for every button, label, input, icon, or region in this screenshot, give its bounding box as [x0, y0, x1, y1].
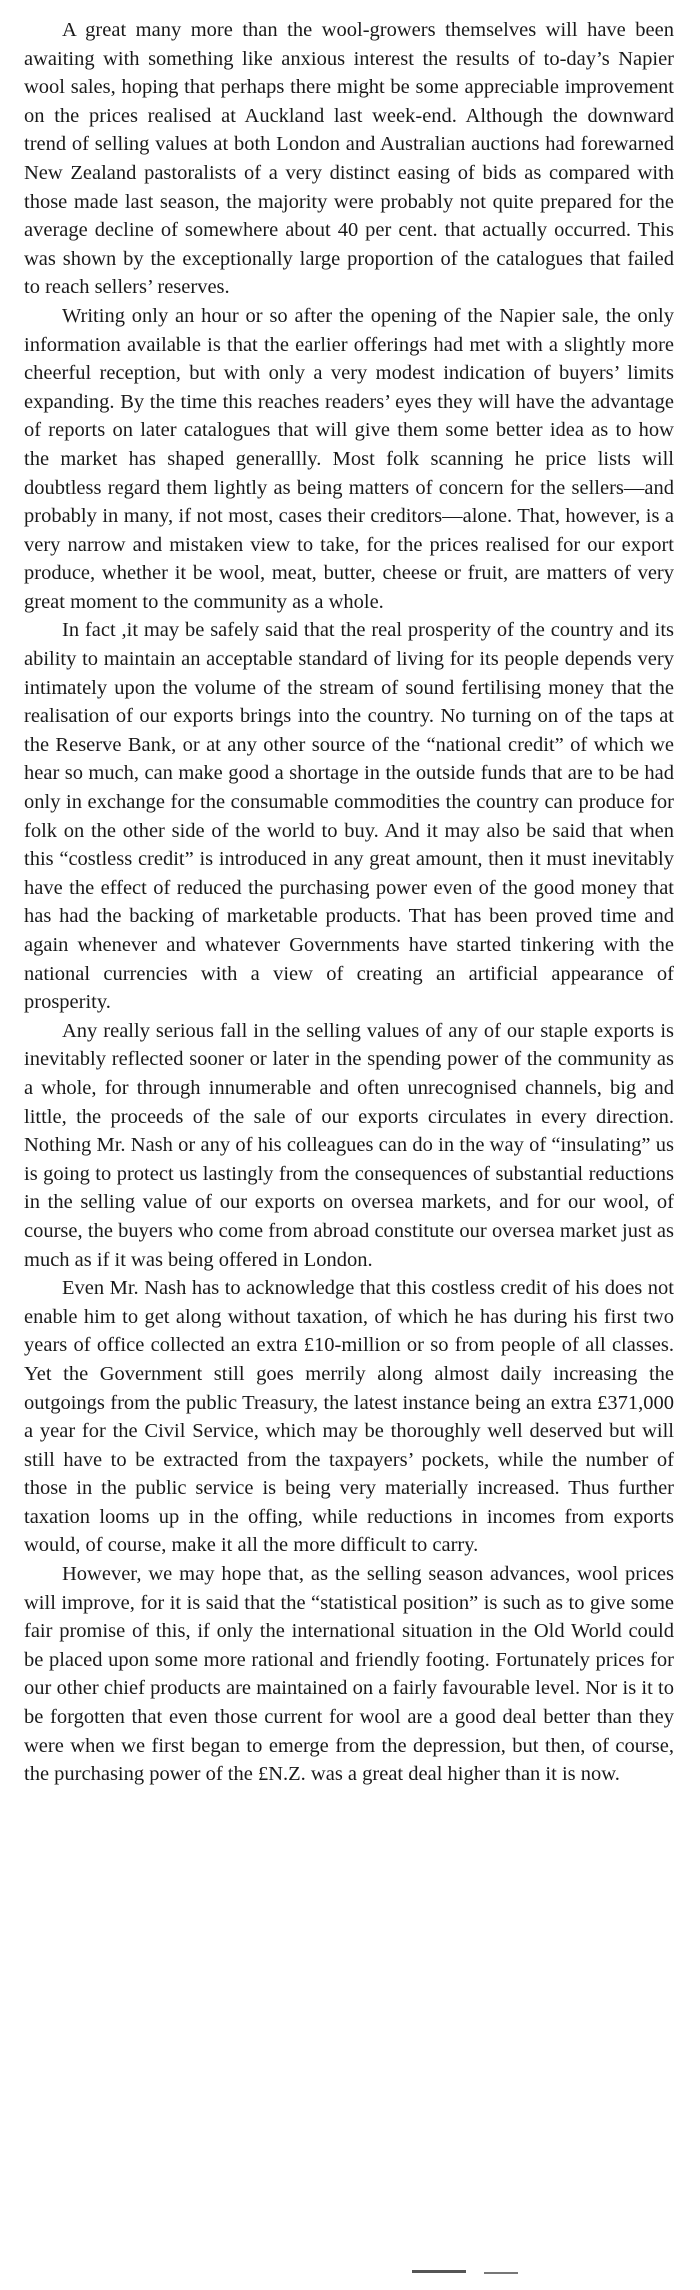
article-column [24, 16, 674, 1789]
article-paragraph-6: However, we may hope that, as the selling season advances, wool prices will improve, for it is said that the “statistical position” is such as to give some fair promise of this, if only the international situation in the Old World could be placed upon some more rational and friendly footing. Fortunately prices for our other chief products are maintained on a fairly favourable level. Nor is it to be forgotten that even those current for wool are a good deal better than they were when we first began to emerge from the depression, but then, of course, the purchasing power of the £N.Z. was a great deal higher than it is now. [24, 1563, 674, 1786]
column-rule-tick [484, 2272, 518, 2274]
article-paragraph-5: Even Mr. Nash has to acknowledge that this costless credit of his does not enable him to get along without taxation, of which he has during his first two years of office collected an extra £10-million or so from people of all classes. Yet the Government still goes merrily along almost daily increasing the outgoings from the public Treasury, the latest instance being an extra £371,000 a year for the Civil Service, which may be thoroughly well deserved but will still have to be extracted from the taxpayers’ pockets, while the number of those in the public service is being very materially increased. Thus further taxation looms up in the offing, while reductions in incomes from exports would, of course, make it all the more difficult to carry. [24, 1277, 674, 1557]
column-rule-fragment [412, 2270, 466, 2273]
article-paragraph-4: Any really serious fall in the selling values of any of our staple exports is inevitably reflected sooner or later in the spending power of the community as a whole, for through innumerable and often unrecognised channels, big and little, the proceeds of the sale of our exports circulates in every direction. Nothing Mr. Nash or any of his colleagues can do in the way of “insulating” us is going to protect us lastingly from the consequences of substantial reductions in the selling value of our exports on oversea markets, and for our wool, of course, the buyers who come from abroad constitute our oversea market just as much as if it was being offered in London. [24, 1019, 674, 1271]
article-paragraph-2: Writing only an hour or so after the opening of the Napier sale, the only information available is that the earlier offerings had met with a slightly more cheerful reception, but with only a very modest indication of buyers’ limits expanding. By the time this reaches readers’ eyes they will have the advantage of reports on later catalogues that will give them some better idea as to how the market has shaped generallly. Most folk scanning he price lists will doubtless regard them lightly as being matters of concern for the sellers—and probably in many, if not most, cases their creditors—alone. That, however, is a very narrow and mistaken view to take, for the prices realised for our export produce, whether it be wool, meat, butter, cheese or fruit, are matters of very great moment to the community as a whole. [24, 304, 674, 613]
article-paragraph-3: In fact ,it may be safely said that the real prosperity of the country and its ability to maintain an acceptable standard of living for its people depends very intimately upon the volume of the stream of sound fertilising money that the realisation of our exports brings into the country. No turning on of the taps at the Reserve Bank, or at any other source of the “national credit” of which we hear so much, can make good a shortage in the outside funds that are to be had only in exchange for the consumable commodities the country can produce for folk on the other side of the world to buy. And it may also be said that when this “costless credit” is introduced in any great amount, then it must inevitably have the effect of reduced the purchasing power even of the good money that has had the backing of marketable products. That has been proved time and again whenever and whatever Governments have started tinkering with the national currencies with a view of creating an artificial appearance of prosperity. [24, 619, 674, 1014]
article-paragraph-1: A great many more than the wool-growers themselves will have been awaiting with something like anxious interest the results of to-day’s Napier wool sales, hoping that perhaps there might be some appreciable improvement on the prices realised at Auckland last week-end. Although the downward trend of selling values at both London and Australian auctions had forewarned New Zealand pastoralists of a very distinct easing of bids as compared with those made last season, the majority were probably not quite prepared for the average decline of somewhere about 40 per cent. that actually occurred. This was shown by the exceptionally large proportion of the catalogues that failed to reach sellers’ reserves. [24, 19, 674, 299]
